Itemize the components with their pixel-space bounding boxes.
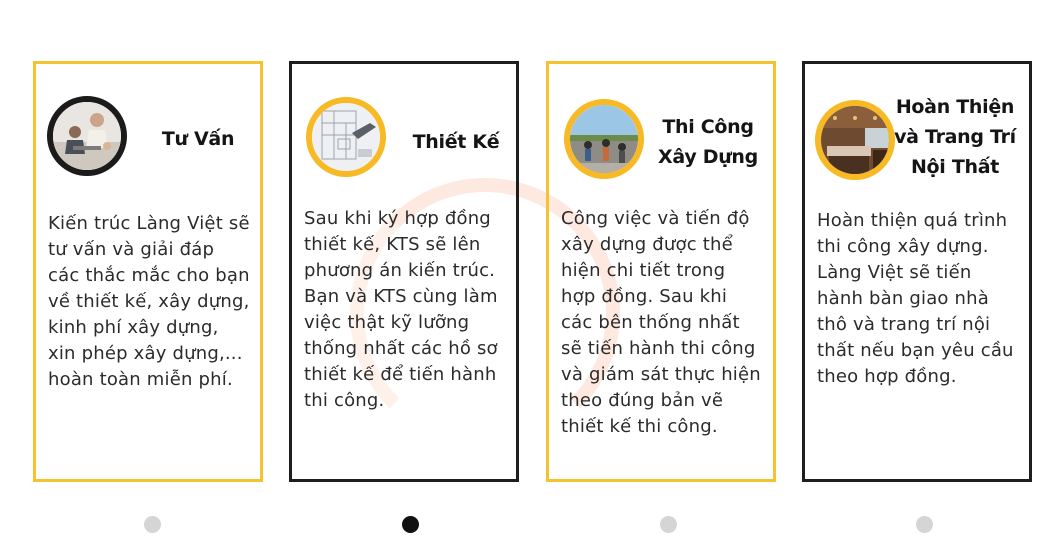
consulting-photo-icon — [47, 96, 127, 176]
card-header — [36, 64, 260, 214]
service-card-design — [289, 61, 519, 482]
card-description: Hoàn thiện quá trình thi công xây dựng. Làng Việt sẽ tiến hành bàn giao nhà thô và trang trí nội thất nếu bạn yêu cầu theo hợp đồng. — [817, 210, 1014, 387]
card-header — [549, 64, 773, 214]
pagination-dot-2[interactable] — [402, 516, 419, 533]
service-card-interior — [802, 61, 1032, 482]
pagination-dot-3[interactable] — [660, 516, 677, 533]
card-title: Tư Vấn — [161, 128, 235, 150]
card-header — [805, 64, 1029, 214]
card-description: Sau khi ký hợp đồng thiết kế, KTS sẽ lên phương án kiến trúc. Bạn và KTS cùng làm việc thật kỹ lưỡng thống nhất các hồ sơ thiết kế để tiến hành thi công. — [304, 208, 498, 411]
card-title: Thiết Kế — [412, 131, 500, 153]
service-card-construction — [546, 61, 776, 482]
construction-site-photo-icon — [564, 99, 644, 179]
card-description: Kiến trúc Làng Việt sẽ tư vấn và giải đáp các thắc mắc cho bạn về thiết kế, xây dựng, kinh phí xây dựng, xin phép xây dựng,... hoàn toàn miễn phí. — [48, 213, 250, 390]
pagination-dot-4[interactable] — [916, 516, 933, 533]
card-title: Hoàn Thiện và Trang Trí Nội Thất — [894, 96, 1016, 178]
card-title: Thi Công Xây Dựng — [658, 116, 758, 168]
carousel-pagination — [0, 516, 1047, 536]
card-description: Công việc và tiến độ xây dựng được thể hiện chi tiết trong hợp đồng. Sau khi các bên thống nhất sẽ tiến hành thi công và giám sát thực hiện theo đúng bản vẽ thiết kế thi công. — [561, 208, 761, 437]
card-header — [292, 64, 516, 214]
pagination-dot-1[interactable] — [144, 516, 161, 533]
service-card-consulting — [33, 61, 263, 482]
blueprint-photo-icon — [306, 97, 386, 177]
